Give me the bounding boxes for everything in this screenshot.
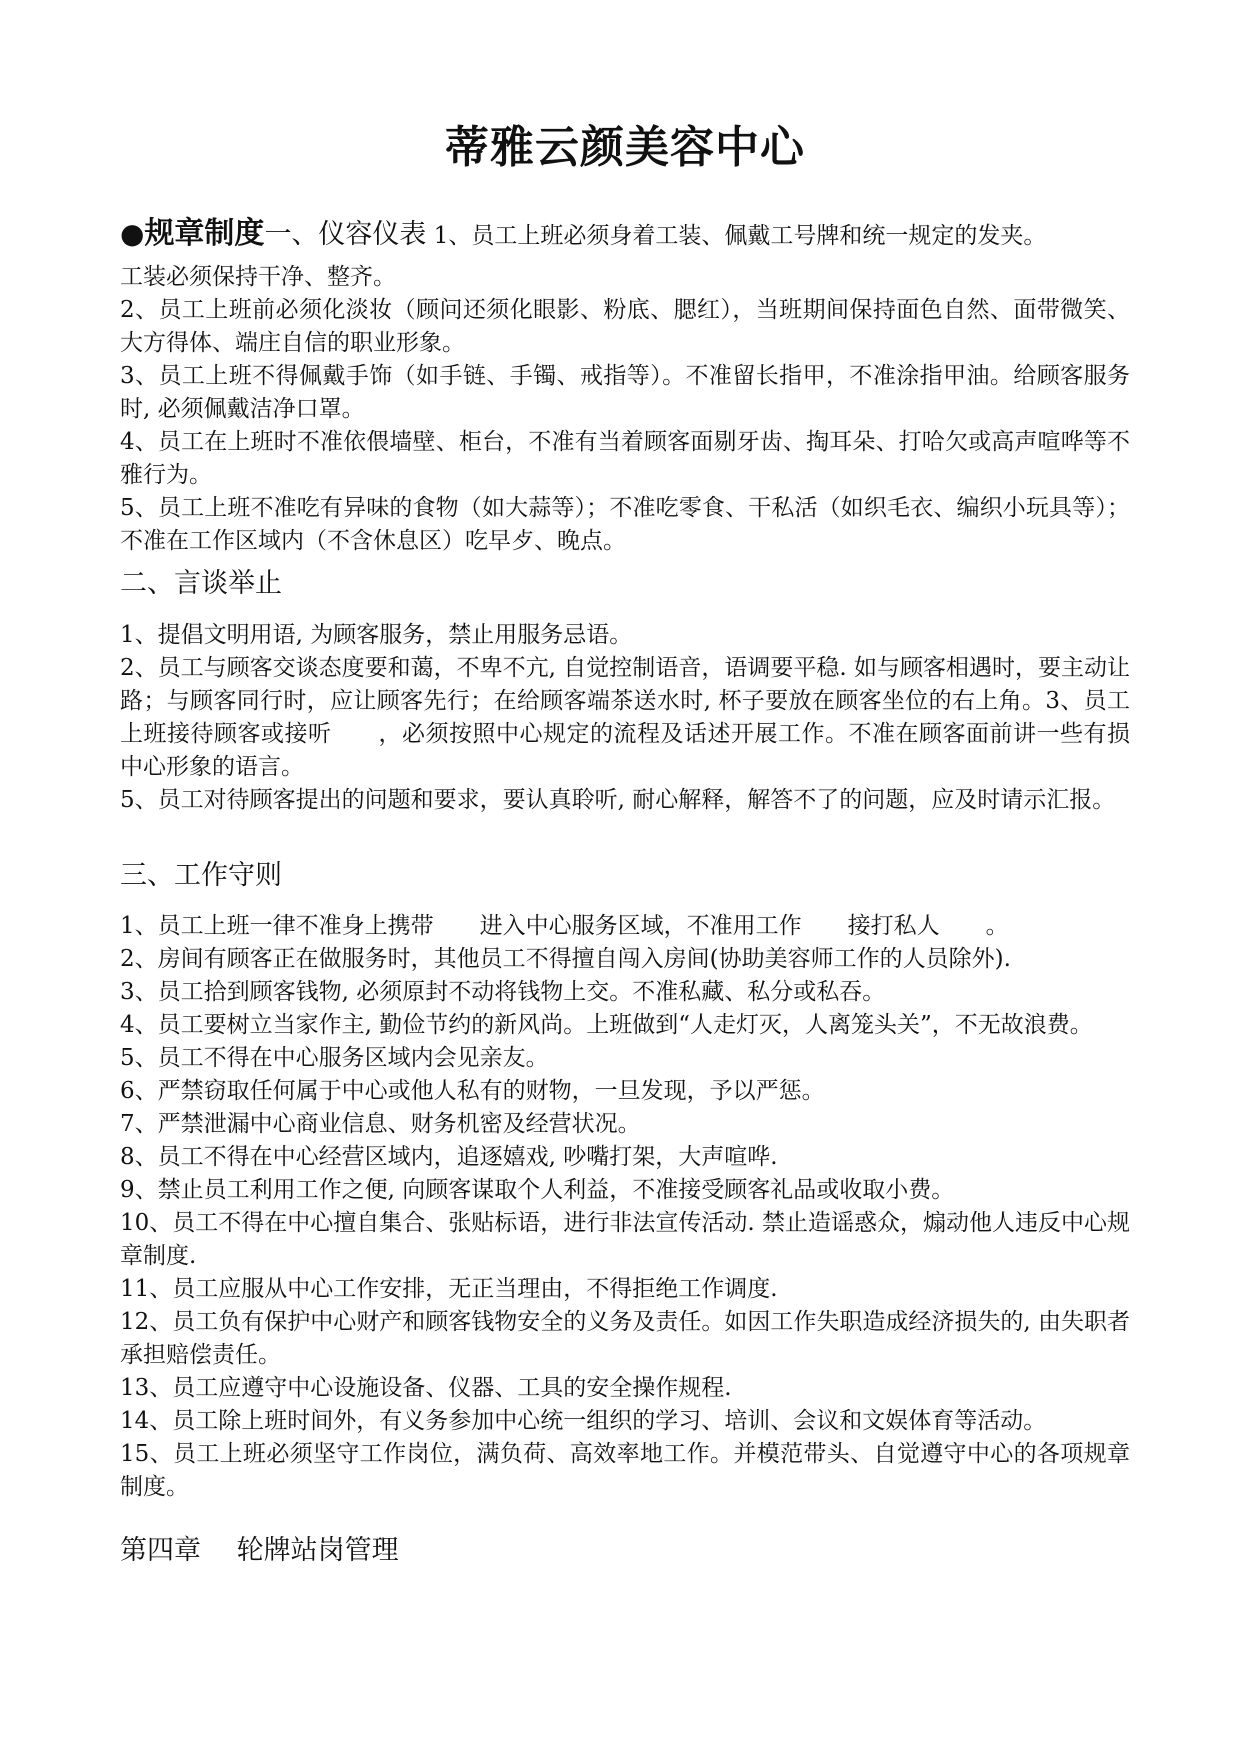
paragraph: 9、禁止员工利用工作之便, 向顾客谋取个人利益，不准接受顾客礼品或收取小费。: [120, 1177, 955, 1203]
paragraph: 工装必须保持干净、整齐。: [120, 264, 396, 290]
paragraph: 11、员工应服从中心工作安排，无正当理由，不得拒绝工作调度.: [120, 1276, 778, 1302]
section-3-heading: 三、工作守则: [120, 860, 282, 891]
paragraph: 5、员工不得在中心服务区域内会见亲友。: [120, 1045, 549, 1071]
paragraph: 1、员工上班一律不准身上携带 进入中心服务区域，不准用工作 接打私人 。: [120, 913, 1009, 939]
paragraph: 4、员工要树立当家作主, 勤俭节约的新风尚。上班做到“人走灯灭，人离笼头关”，不无故浪费。: [120, 1012, 1093, 1038]
paragraph: 3、员工拾到顾客钱物, 必须原封不动将钱物上交。不准私藏、私分或私吞。: [120, 979, 886, 1005]
paragraph: 12、员工负有保护中心财产和顾客钱物安全的义务及责任。如因工作失职造成经济损失的, 由失职者承担赔偿责任。: [120, 1309, 1130, 1368]
section-1-header: [120, 212, 1130, 258]
paragraph: 2、员工与顾客交谈态度要和蔼，不卑不亢, 自觉控制语音，语调要平稳. 如与顾客相遇时，要主动让路；与顾客同行时，应让顾客先行；在给顾客端茶送水时, 杯子要放在顾客坐位的右上角。3、员工上班接待顾客或接听 ，必须按照中心规定的流程及话述开展工作。不准在顾客面前讲一些有损中心形象的语言。: [120, 655, 1130, 780]
paragraph: 5、员工上班不准吃有异味的食物（如大蒜等）；不准吃零食、干私活（如织毛衣、编织小玩具等）；不准在工作区域内（不含休息区）吃早歺、晚点。: [120, 495, 1130, 554]
paragraph: 3、员工上班不得佩戴手饰（如手链、手镯、戒指等）。不准留长指甲，不准涂指甲油。给顾客服务时, 必须佩戴洁净口罩。: [120, 363, 1130, 422]
paragraph: 6、严禁窃取任何属于中心或他人私有的财物，一旦发现，予以严惩。: [120, 1078, 825, 1104]
section-1-heading: 一、仪容仪表: [264, 219, 427, 250]
paragraph: 2、员工上班前必须化淡妆（顾问还须化眼影、粉底、腮红），当班期间保持面色自然、面带微笑、大方得体、端庄自信的职业形象。: [120, 297, 1130, 356]
section-3-body: [120, 910, 1130, 1504]
rules-label: 规章制度: [144, 216, 265, 251]
paragraph: 8、员工不得在中心经营区域内，追逐嬉戏, 吵嘴打架，大声喧哗.: [120, 1144, 778, 1170]
paragraph: 10、员工不得在中心擅自集合、张贴标语，进行非法宣传活动. 禁止造谣惑众，煽动他人违反中心规章制度.: [120, 1210, 1130, 1269]
paragraph: 1、提倡文明用语, 为顾客服务，禁止用服务忌语。: [120, 622, 633, 648]
chapter-4-heading: 第四章 轮牌站岗管理: [120, 1535, 399, 1566]
document-title: 蒂雅云颜美容中心: [445, 122, 805, 173]
paragraph: 7、严禁泄漏中心商业信息、财务机密及经营状况。: [120, 1111, 641, 1137]
section-1-first-line: 1、员工上班必须身着工装、佩戴工号牌和统一规定的发夹。: [426, 223, 1047, 249]
paragraph: 14、员工除上班时间外，有义务参加中心统一组织的学习、培训、会议和文娱体育等活动。: [120, 1408, 1047, 1434]
bullet-icon: ●: [120, 217, 145, 250]
section-2-body: [120, 619, 1130, 817]
paragraph: 4、员工在上班时不准依偎墙壁、柜台，不准有当着顾客面剔牙齿、掏耳朵、打哈欠或高声喧哗等不雅行为。: [120, 429, 1130, 488]
paragraph: 15、员工上班必须坚守工作岗位，满负荷、高效率地工作。并模范带头、自觉遵守中心的各项规章制度。: [120, 1441, 1130, 1500]
paragraph: 13、员工应遵守中心设施设备、仪器、工具的安全操作规程.: [120, 1375, 732, 1401]
section-1-body: [120, 261, 1130, 558]
paragraph: 2、房间有顾客正在做服务时，其他员工不得擅自闯入房间(协助美容师工作的人员除外).: [120, 946, 1011, 972]
section-2-heading: 二、言谈举止: [120, 568, 282, 599]
paragraph: 5、员工对待顾客提出的问题和要求，要认真聆听, 耐心解释，解答不了的问题，应及时请示汇报。: [120, 787, 1116, 813]
